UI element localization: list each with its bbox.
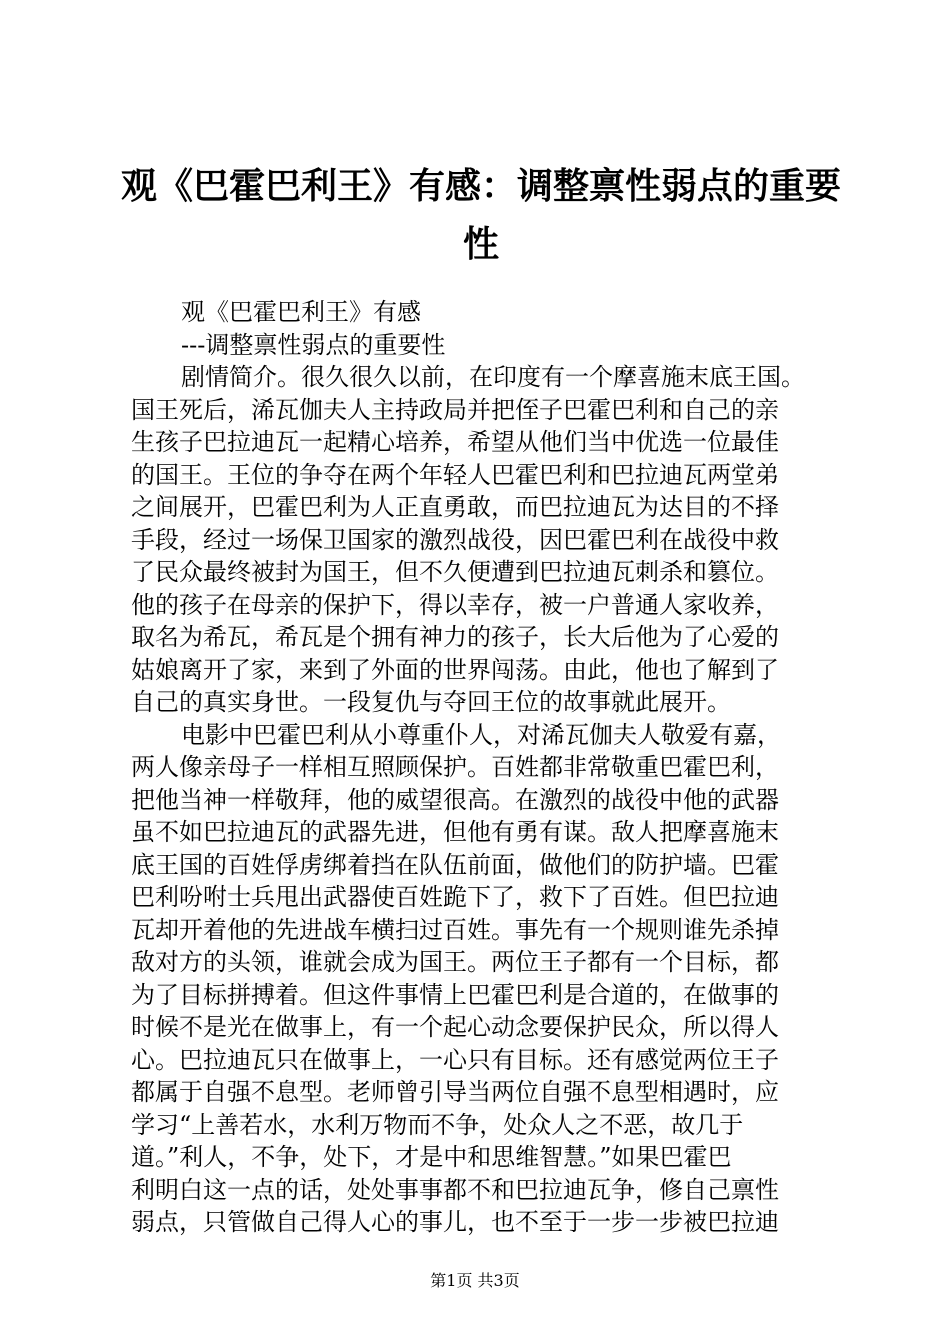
body-line: 两人像亲母子一样相互照顾保护。百姓都非常敬重巴霍巴利，: [131, 753, 779, 781]
body-line: 敌对方的头领，谁就会成为国王。两位王子都有一个目标，都: [131, 948, 779, 976]
body-line: 弱点，只管做自己得人心的事儿，也不至于一步一步被巴拉迪: [131, 1208, 779, 1236]
heading-line-1: 观《巴霍巴利王》有感: [181, 298, 421, 326]
body-line: 取名为希瓦，希瓦是个拥有神力的孩子，长大后他为了心爱的: [131, 623, 779, 651]
body-line: 了民众最终被封为国王，但不久便遭到巴拉迪瓦刺杀和篡位。: [131, 558, 779, 586]
heading-line-2: ---调整禀性弱点的重要性: [181, 330, 446, 359]
body-line: 自己的真实身世。一段复仇与夺回王位的故事就此展开。: [131, 688, 731, 716]
body-line: 他的孩子在母亲的保护下，得以幸存，被一户普通人家收养，: [131, 590, 779, 619]
body-line: 剧情简介。很久很久以前，在印度有一个摩喜施末底王国。: [181, 363, 805, 391]
body-line: 之间展开，巴霍巴利为人正直勇敢，而巴拉迪瓦为达目的不择: [131, 493, 779, 521]
page-footer: 第1页 共3页: [430, 1271, 520, 1290]
body-line: 把他当神一样敬拜，他的威望很高。在激烈的战役中他的武器: [131, 785, 779, 814]
body-line: 生孩子巴拉迪瓦一起精心培养，希望从他们当中优选一位最佳: [131, 428, 779, 456]
body-line: 的国王。王位的争夺在两个年轻人巴霍巴利和巴拉迪瓦两堂弟: [131, 460, 779, 489]
body-line: 巴利吩咐士兵甩出武器使百姓跪下了，救下了百姓。但巴拉迪: [131, 883, 779, 911]
body-line: 心。巴拉迪瓦只在做事上，一心只有目标。还有感觉两位王子: [131, 1045, 779, 1074]
body-line: 国王死后，浠瓦伽夫人主持政局并把侄子巴霍巴利和自己的亲: [131, 395, 779, 424]
document-body: [131, 296, 835, 1239]
body-line: 时候不是光在做事上，有一个起心动念要保护民众，所以得人: [131, 1013, 779, 1041]
body-line: 瓦却开着他的先进战车横扫过百姓。事先有一个规则谁先杀掉: [131, 915, 779, 944]
body-line: 都属于自强不息型。老师曾引导当两位自强不息型相遇时，应: [131, 1078, 779, 1106]
body-line: 虽不如巴拉迪瓦的武器先进，但他有勇有谋。敌人把摩喜施末: [131, 818, 779, 846]
body-line: 利明白这一点的话，处处事事都不和巴拉迪瓦争，修自己禀性: [131, 1175, 779, 1204]
body-line: 为了目标拼搏着。但这件事情上巴霍巴利是合道的，在做事的: [131, 980, 779, 1009]
document-title: 观《巴霍巴利王》有感：调整禀性弱点的重要性: [120, 166, 841, 265]
body-line: 姑娘离开了家，来到了外面的世界闯荡。由此，他也了解到了: [131, 655, 779, 684]
body-line: 底王国的百姓俘虏绑着挡在队伍前面，做他们的防护墙。巴霍: [131, 850, 779, 879]
body-line: 手段，经过一场保卫国家的激烈战役，因巴霍巴利在战役中救: [131, 525, 779, 554]
body-line: 道。”利人，不争，处下，才是中和思维智慧。”如果巴霍巴: [131, 1143, 732, 1171]
body-line: 学习“上善若水，水利万物而不争，处众人之不恶，故几于: [131, 1110, 744, 1139]
body-line: 电影中巴霍巴利从小尊重仆人，对浠瓦伽夫人敬爱有嘉，: [181, 720, 781, 749]
